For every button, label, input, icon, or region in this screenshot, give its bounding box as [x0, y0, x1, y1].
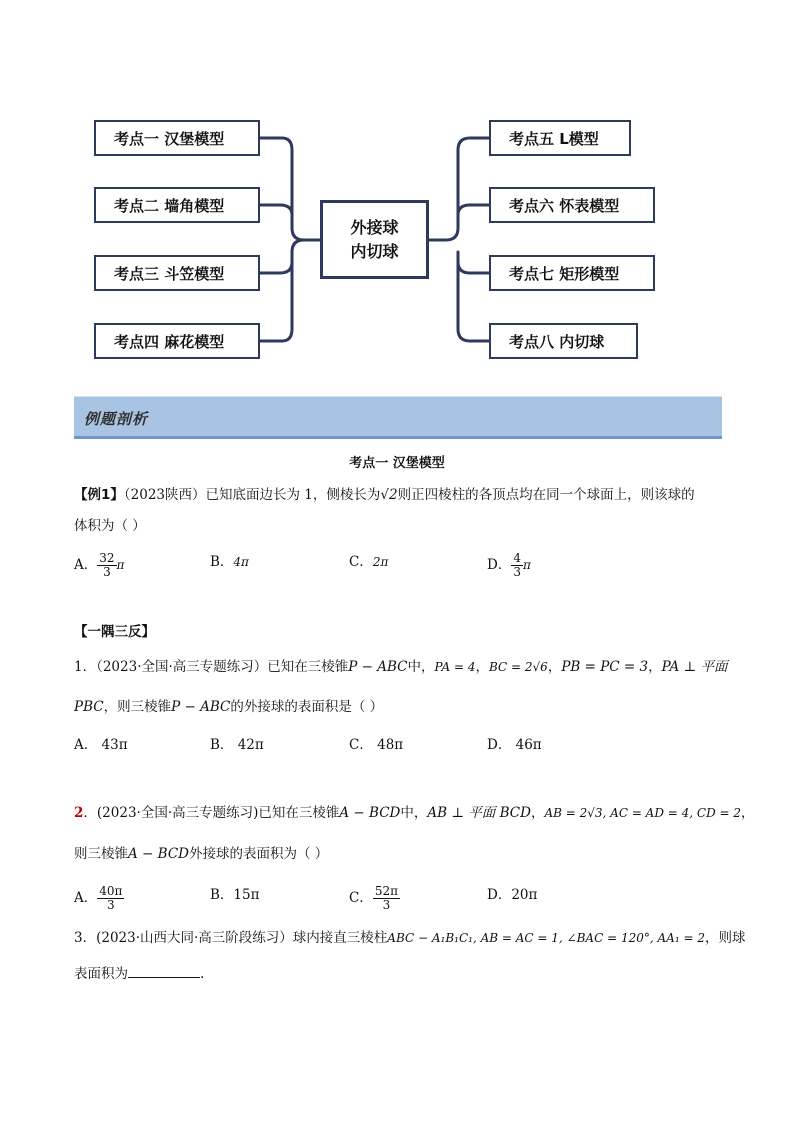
q2-text-5: 外接球的表面积为（ ） — [188, 846, 329, 862]
example1-option-d — [487, 552, 531, 579]
mindmap-center-node — [320, 200, 429, 279]
option-value: 2π — [372, 555, 389, 569]
fraction-denominator: 3 — [382, 898, 391, 912]
q2-line1 — [74, 803, 755, 823]
fraction-numerator: 52π — [374, 884, 398, 898]
q1-text-a: 1．（2023·全国·高三专题练习）已知在三棱锥 — [74, 659, 349, 675]
q1-math-3: BC = 2√6 — [488, 660, 548, 674]
example1-option-b — [210, 552, 249, 572]
fraction — [511, 552, 523, 579]
fraction — [373, 885, 400, 912]
subheading: 考点一 汉堡模型 — [349, 456, 445, 471]
q3-text-a: 3．(2023·山西大同·高三阶段练习）球内接直三棱柱 — [74, 930, 388, 946]
q1-math-2: PA = 4 — [434, 660, 476, 674]
q1-line2 — [74, 697, 383, 717]
fraction-denominator: 3 — [103, 565, 111, 579]
q1-text-4: ， — [648, 659, 662, 675]
q1-text-6: 的外接球的表面积是（ ） — [230, 699, 384, 715]
mindmap-node-left-1: 考点一 汉堡模型 — [94, 120, 260, 156]
example1-option-c — [349, 552, 388, 572]
fraction — [97, 552, 116, 579]
q1-math-4: PB = PC = 3 — [561, 659, 649, 675]
q1-math-7: P − ABC — [171, 699, 231, 715]
q1-option-b: B． 42π — [210, 737, 264, 753]
q2-option-b — [210, 885, 259, 905]
mindmap-node-right-1: 考点五 L模型 — [489, 120, 631, 156]
option-value: 4π — [233, 555, 249, 569]
fraction-numerator: 4 — [513, 551, 521, 565]
fraction-denominator: 3 — [107, 898, 115, 912]
q2-text-1: 中， — [400, 805, 428, 821]
pi-symbol: π — [522, 558, 531, 572]
mindmap-node-left-2: 考点二 墙角模型 — [94, 187, 260, 223]
q2-math-2: AB ⊥ 平面 BCD — [427, 805, 531, 821]
q1-text-2: ， — [475, 659, 489, 675]
q2-text-3: ， — [741, 805, 755, 821]
option-label: A． — [74, 557, 98, 573]
q1-text-3: ， — [547, 659, 562, 675]
fraction-numerator: 40π — [99, 884, 123, 898]
q1-math-1: P − ABC — [348, 659, 408, 675]
pi-symbol: π — [116, 558, 125, 572]
example1-line2: 体积为（ ） — [74, 518, 146, 534]
option-label: C． — [349, 890, 373, 906]
option-label: B． — [210, 554, 234, 570]
example1-tag: 【例1】 — [74, 487, 124, 503]
center-line-1: 外接球 — [350, 217, 399, 237]
q2-text-2: ， — [530, 805, 545, 821]
center-line-2: 内切球 — [350, 241, 399, 261]
mindmap-node-right-4: 考点八 内切球 — [489, 323, 638, 359]
option-value: 20π — [511, 887, 538, 903]
option-label: D． — [487, 887, 512, 903]
q2-number: 2 — [74, 805, 84, 821]
q1-line1 — [74, 657, 727, 677]
example1-option-a — [74, 552, 124, 579]
practice-heading: 【一隅三反】 — [74, 624, 155, 640]
option-value: 15π — [233, 887, 260, 903]
q2-text-4: 则三棱锥 — [74, 846, 128, 862]
q3-line2 — [74, 963, 204, 984]
option-label: D． — [487, 557, 512, 573]
option-label: A． — [74, 890, 98, 906]
fraction-denominator: 3 — [513, 565, 521, 579]
example1-text-b: 则正四棱柱的各顶点均在同一个球面上，则该球的 — [397, 487, 695, 503]
q1-option-c: C． 48π — [349, 737, 404, 753]
q1-option-d: D． 46π — [487, 737, 542, 753]
example1-sqrt: √2 — [380, 487, 398, 503]
q3-period: . — [200, 966, 205, 982]
answer-blank[interactable] — [128, 963, 200, 978]
fraction-numerator: 32 — [99, 551, 115, 565]
mindmap-node-left-4: 考点四 麻花模型 — [94, 323, 260, 359]
mindmap-node-left-3: 考点三 斗笠模型 — [94, 255, 260, 291]
q3-text-1: ，则球 — [704, 930, 746, 946]
mindmap-node-right-2: 考点六 怀表模型 — [489, 187, 655, 223]
fraction — [97, 885, 124, 912]
q2-option-d — [487, 885, 537, 905]
q2-math-3: AB = 2√3, AC = AD = 4, CD = 2 — [544, 806, 742, 820]
section-title: 例题剖析 — [84, 410, 149, 428]
q2-line2 — [74, 844, 328, 864]
q1-math-6: PBC — [74, 699, 104, 715]
q2-text-a: ．(2023·全国·高三专题练习)已知在三棱锥 — [83, 805, 340, 821]
q2-option-c — [349, 885, 400, 912]
q1-text-1: 中， — [407, 659, 435, 675]
q2-math-1: A − BCD — [339, 805, 401, 821]
option-label: C． — [349, 554, 373, 570]
option-label: B． — [210, 887, 234, 903]
q1-text-5: ，则三棱锥 — [103, 699, 172, 715]
section-header-bar — [74, 396, 722, 439]
example1-text-a: （2023陕西）已知底面边长为 1，侧棱长为 — [123, 487, 381, 503]
mindmap-node-right-3: 考点七 矩形模型 — [489, 255, 655, 291]
q1-math-5: PA ⊥ 平面 — [661, 659, 728, 675]
q2-option-a — [74, 885, 124, 912]
q2-math-4: A − BCD — [128, 846, 189, 862]
q3-line1 — [74, 928, 745, 948]
example1-line1 — [74, 485, 695, 505]
q3-text-2: 表面积为 — [74, 966, 128, 982]
q3-math-1: ABC − A₁B₁C₁, AB = AC = 1, ∠BAC = 120°, AA₁ = 2 — [387, 931, 705, 945]
q1-option-a: A． 43π — [74, 737, 128, 753]
